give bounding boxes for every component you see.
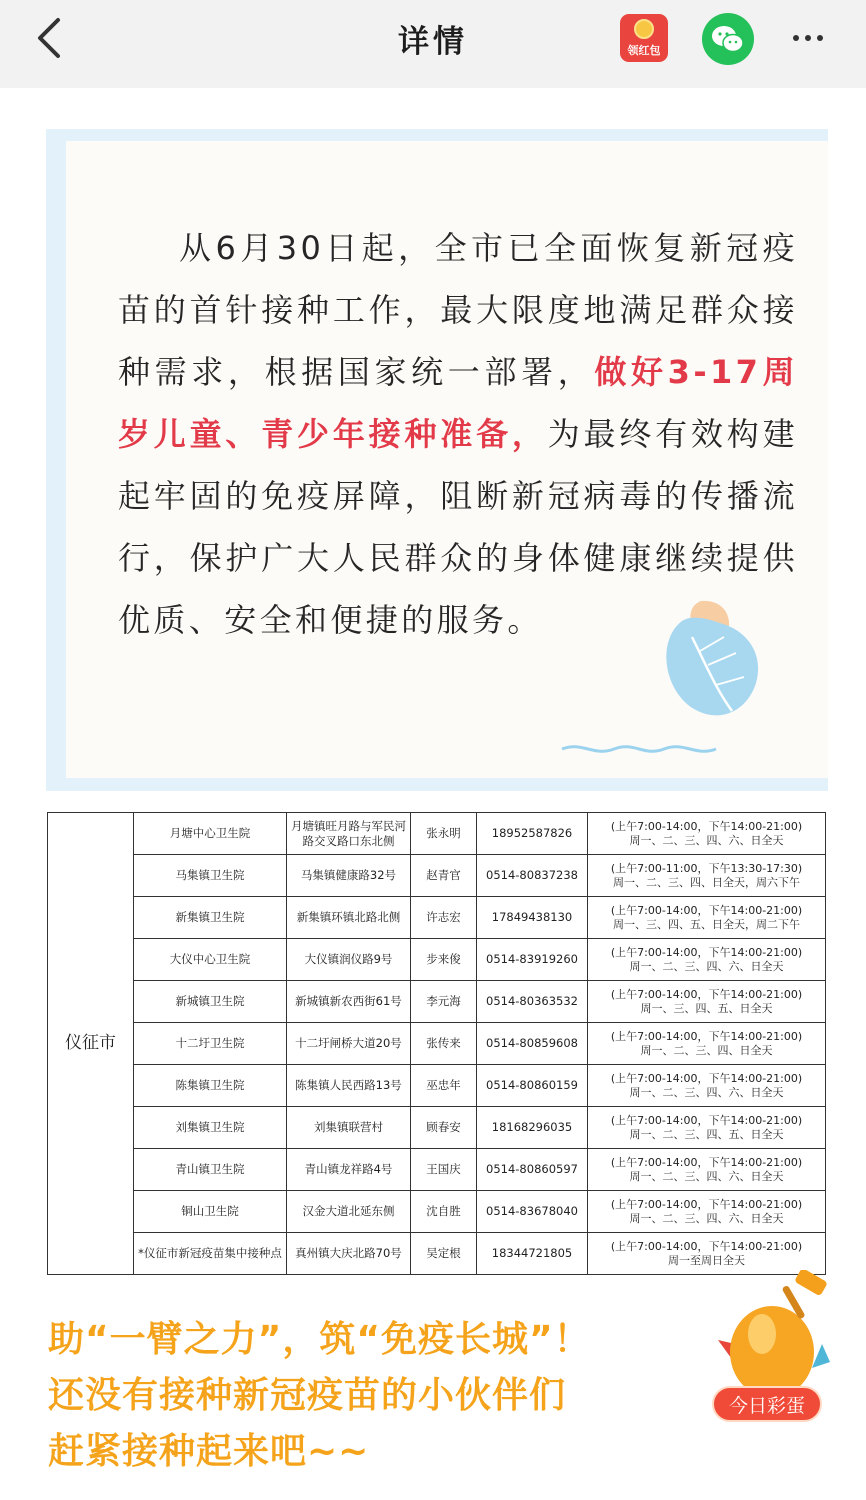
site-name-cell: 大仪中心卫生院 [134, 939, 287, 981]
hours-time: (上午7:00-14:00，下午14:00-21:00) [610, 987, 803, 1001]
daily-easter-egg-button[interactable] [704, 1270, 844, 1430]
contact-person-cell: 李元海 [411, 981, 477, 1023]
hours-time: (上午7:00-14:00，下午14:00-21:00) [610, 1029, 803, 1043]
site-name-cell: 青山镇卫生院 [134, 1149, 287, 1191]
red-packet-button[interactable] [620, 14, 668, 62]
hours-time: (上午7:00-14:00，下午14:00-21:00) [610, 1197, 803, 1211]
more-icon [790, 33, 826, 52]
hours-days: 周一、三、四、五、日全天，周二下午 [613, 917, 800, 931]
hours-days: 周一、二、三、四、六、日全天 [629, 1085, 784, 1099]
site-name-cell: 陈集镇卫生院 [134, 1065, 287, 1107]
phone-cell: 0514-80860159 [477, 1065, 588, 1107]
contact-person-cell: 张传来 [411, 1023, 477, 1065]
hours-cell [588, 813, 826, 855]
notice-card-inner [66, 141, 828, 778]
site-address-cell: 陈集镇人民西路13号 [287, 1065, 411, 1107]
notice-highlight: 做好3-17周岁儿童、青少年接种准备， [118, 353, 798, 453]
hours-days: 周一、二、三、四、六、日全天 [629, 833, 784, 847]
hours-time: (上午7:00-14:00，下午14:00-21:00) [610, 1071, 803, 1085]
table-row [48, 855, 826, 897]
site-address-cell: 青山镇龙祥路4号 [287, 1149, 411, 1191]
page-title: 详情 [398, 24, 468, 60]
notice-intro: 从6月30日起，全市已全面恢复新冠疫苗的首针接种工作，最大限度地满足群众接种需求，根据国家统一部署， [118, 229, 798, 391]
hours-cell [588, 981, 826, 1023]
phone-cell: 18952587826 [477, 813, 588, 855]
contact-person-cell: 王国庆 [411, 1149, 477, 1191]
hours-cell [588, 939, 826, 981]
top-bar [0, 0, 866, 88]
hours-days: 周一、二、三、四、五、日全天 [629, 1127, 784, 1141]
site-name-cell: 铜山卫生院 [134, 1191, 287, 1233]
hours-days: 周一、二、三、四、日全天 [640, 1043, 773, 1057]
hours-time: (上午7:00-14:00，下午14:00-21:00) [610, 1239, 803, 1253]
table-row [48, 939, 826, 981]
red-packet-label: 领红包 [627, 44, 661, 57]
hours-time: (上午7:00-14:00，下午14:00-21:00) [610, 1113, 803, 1127]
easter-egg-label: 今日彩蛋 [712, 1386, 822, 1422]
site-address-cell: 大仪镇润仪路9号 [287, 939, 411, 981]
contact-person-cell: 沈自胜 [411, 1191, 477, 1233]
site-address-cell: 十二圩闸桥大道20号 [287, 1023, 411, 1065]
notice-card [46, 129, 828, 791]
contact-person-cell: 吴定根 [411, 1233, 477, 1275]
golden-egg-icon [704, 1270, 844, 1400]
site-address-cell: 真州镇大庆北路70号 [287, 1233, 411, 1275]
table-row [48, 897, 826, 939]
hours-cell [588, 1233, 826, 1275]
hours-cell [588, 1149, 826, 1191]
contact-person-cell: 步来俊 [411, 939, 477, 981]
hours-time: (上午7:00-14:00，下午14:00-21:00) [610, 945, 803, 959]
footer-line-1: 助“一臂之力”，筑“免疫长城”！ [48, 1319, 591, 1360]
site-name-cell: 月塘中心卫生院 [134, 813, 287, 855]
phone-cell: 0514-80860597 [477, 1149, 588, 1191]
city-cell: 仪征市 [48, 813, 134, 1275]
hours-time: (上午7:00-11:00，下午13:30-17:30) [610, 861, 803, 875]
hours-time: (上午7:00-14:00，下午14:00-21:00) [610, 819, 803, 833]
site-address-cell: 新集镇环镇北路北侧 [287, 897, 411, 939]
table-row [48, 1149, 826, 1191]
hours-days: 周一、二、三、四、六、日全天 [629, 959, 784, 973]
wechat-icon [702, 13, 754, 65]
table-row [48, 1233, 826, 1275]
site-address-cell: 月塘镇旺月路与军民河路交叉路口东北侧 [287, 813, 411, 855]
site-name-cell: *仪征市新冠疫苗集中接种点 [134, 1233, 287, 1275]
contact-person-cell: 巫忠年 [411, 1065, 477, 1107]
more-menu-button[interactable] [790, 28, 830, 48]
phone-cell: 0514-83919260 [477, 939, 588, 981]
hours-days: 周一至周日全天 [668, 1253, 745, 1267]
red-packet-icon [634, 19, 654, 39]
phone-cell: 0514-83678040 [477, 1191, 588, 1233]
contact-person-cell: 赵青官 [411, 855, 477, 897]
site-address-cell: 新城镇新农西街61号 [287, 981, 411, 1023]
table-body [48, 813, 826, 1275]
phone-cell: 18344721805 [477, 1233, 588, 1275]
hours-days: 周一、二、三、四、六、日全天 [629, 1211, 784, 1225]
table-row [48, 1065, 826, 1107]
phone-cell: 0514-80837238 [477, 855, 588, 897]
table-row [48, 981, 826, 1023]
footer-message [48, 1312, 728, 1480]
hours-cell [588, 1107, 826, 1149]
notice-rest: 为最终有效构建起牢固的免疫屏障，阻断新冠病毒的传播流行，保护广大人民群众的身体健康继续提供优质、安全和便捷的服务。 [118, 415, 798, 639]
table-row [48, 1023, 826, 1065]
hours-days: 周一、二、三、四、日全天，周六下午 [613, 875, 800, 889]
site-name-cell: 新城镇卫生院 [134, 981, 287, 1023]
hours-days: 周一、二、三、四、六、日全天 [629, 1169, 784, 1183]
contact-person-cell: 许志宏 [411, 897, 477, 939]
phone-cell: 18168296035 [477, 1107, 588, 1149]
site-name-cell: 新集镇卫生院 [134, 897, 287, 939]
hours-cell [588, 1023, 826, 1065]
phone-cell: 0514-80859608 [477, 1023, 588, 1065]
hours-cell [588, 1191, 826, 1233]
site-name-cell: 马集镇卫生院 [134, 855, 287, 897]
contact-person-cell: 顾春安 [411, 1107, 477, 1149]
leaf-icon [486, 581, 816, 771]
phone-cell: 17849438130 [477, 897, 588, 939]
footer-line-2: 还没有接种新冠疫苗的小伙伴们 [48, 1375, 567, 1416]
site-name-cell: 刘集镇卫生院 [134, 1107, 287, 1149]
hours-days: 周一、三、四、五、日全天 [640, 1001, 773, 1015]
site-name-cell: 十二圩卫生院 [134, 1023, 287, 1065]
hours-time: (上午7:00-14:00，下午14:00-21:00) [610, 1155, 803, 1169]
hours-cell [588, 897, 826, 939]
hours-time: (上午7:00-14:00，下午14:00-21:00) [610, 903, 803, 917]
phone-cell: 0514-80363532 [477, 981, 588, 1023]
site-address-cell: 马集镇健康路32号 [287, 855, 411, 897]
hours-cell [588, 855, 826, 897]
wechat-share-button[interactable] [702, 13, 754, 65]
hours-cell [588, 1065, 826, 1107]
table-row [48, 1191, 826, 1233]
site-address-cell: 汉金大道北延东侧 [287, 1191, 411, 1233]
table-row [48, 1107, 826, 1149]
contact-person-cell: 张永明 [411, 813, 477, 855]
site-address-cell: 刘集镇联营村 [287, 1107, 411, 1149]
table-row [48, 813, 826, 855]
footer-line-3: 赶紧接种起来吧~~ [48, 1431, 370, 1472]
vaccination-sites-table [47, 812, 826, 1275]
